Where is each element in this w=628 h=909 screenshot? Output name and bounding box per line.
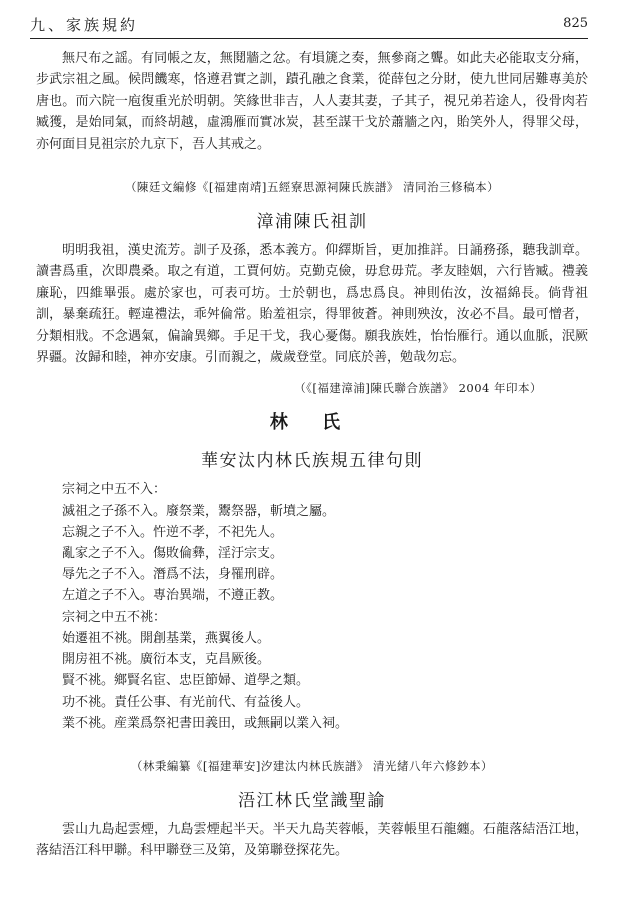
source-citation-2: （《[福建漳浦]陳氏聯合族譜》 2004 年印本） (294, 381, 542, 396)
rule-line: 宗祠之中五不祧： (62, 609, 167, 625)
rule-line: 開房祖不祧。廣衍本支，克昌厥後。 (62, 652, 271, 668)
rule-line: 始遷祖不祧。開創基業，燕翼後人。 (62, 630, 271, 646)
continuation-paragraph: 無尺布之謡。有同帳之友，無鬩牆之忿。有塤篪之奏，無參商之聾。如此夫必能取支分痛，步武宗祖之風。候問饑寒，恪遵君實之訓，蹟孔融之食業，從薛包之分財，使九世同居難專美於唐也。而六院一庖復重光於明朝。笑緣世非吉，人人妻其妻，子其子，視兄弟若途人，役骨肉若臧獲，是始同氣，而終胡越，虛鴻雁而實冰炭，甚至謀干戈於蕭牆之內，貽笑外人，得罪父母，亦何面目見祖宗於九京下，吾人其戒之。 (36, 51, 588, 152)
rule-line: 宗祠之中五不入： (62, 482, 167, 498)
rule-line: 滅祖之子孫不入。廢祭業，鬻祭器，斬墳之屬。 (62, 503, 336, 519)
running-head (30, 12, 588, 39)
section-title-2: 華安汰内林氏族規五律句則 (201, 451, 423, 472)
rule-list (36, 479, 588, 733)
page-number: 825 (563, 16, 588, 31)
section-title-1: 漳浦陳氏祖訓 (256, 212, 368, 233)
running-title: 九、家族規約 (30, 16, 139, 34)
rule-line: 左道之子不入。專治異端，不遵正教。 (62, 588, 284, 604)
page-body (36, 48, 588, 862)
section-title-3: 浯江林氏堂識聖諭 (238, 790, 386, 811)
source-citation-3: （林秉編纂《[福建華安]汐建汰内林氏族譜》 清光緒八年六修鈔本） (130, 758, 494, 773)
section-body-3: 雲山九島起雲煙，九島雲煙起半天。半天九島芙蓉帳，芙蓉帳里石龍纏。石龍落結浯江地，落結浯江科甲聯。科甲聯登三及第，及第聯登探花先。 (36, 821, 588, 859)
surname-heading: 林 氏 (269, 412, 355, 434)
rule-line: 亂家之子不入。傷敗倫彝，淫汙宗支。 (62, 546, 284, 562)
source-citation-1: （陳廷文編修《[福建南靖]五經寮思源祠陳氏族譜》 清同治三修稿本） (124, 180, 500, 195)
rule-line: 忘親之子不入。忤逆不孝，不祀先人。 (62, 524, 284, 540)
section-body-1: 明明我祖，漢史流芳。訓子及孫，悉本義方。仰繹斯旨，更加推詳。日誦務孫，聽我訓章。讀書爲重，次即農桑。取之有道，工賈何妨。克勤克儉，毋怠毋荒。孝友睦姻，六行皆臧。禮義廉恥，四維畢張。處於家也，可表可坊。士於朝也，爲忠爲良。神則佑汝，汝福綿長。倘背祖訓，暴棄疏狂。輕違禮法，乖舛倫常。貽羞祖宗，得罪彼蒼。神則殃汝，汝必不昌。最可憎者，分類相戕。不念遇氣，偏論異鄉。手足干戈，我心憂傷。願我族姓，怡怡雁行。通以血脈，泯厥界疆。汝歸和睦，神亦安康。引而親之，歲歲登堂。同底於善，勉哉勿忘。 (36, 243, 588, 366)
rule-line: 賢不祧。鄉賢名宦、忠臣節婦、道學之類。 (62, 673, 310, 689)
rule-line: 功不祧。責任公事、有光前代、有益後人。 (62, 694, 310, 710)
rule-line: 業不祧。産業爲祭祀書田義田，或無嗣以業入祠。 (62, 715, 349, 731)
rule-line: 辱先之子不入。潛爲不法，身罹刑辟。 (62, 567, 284, 583)
